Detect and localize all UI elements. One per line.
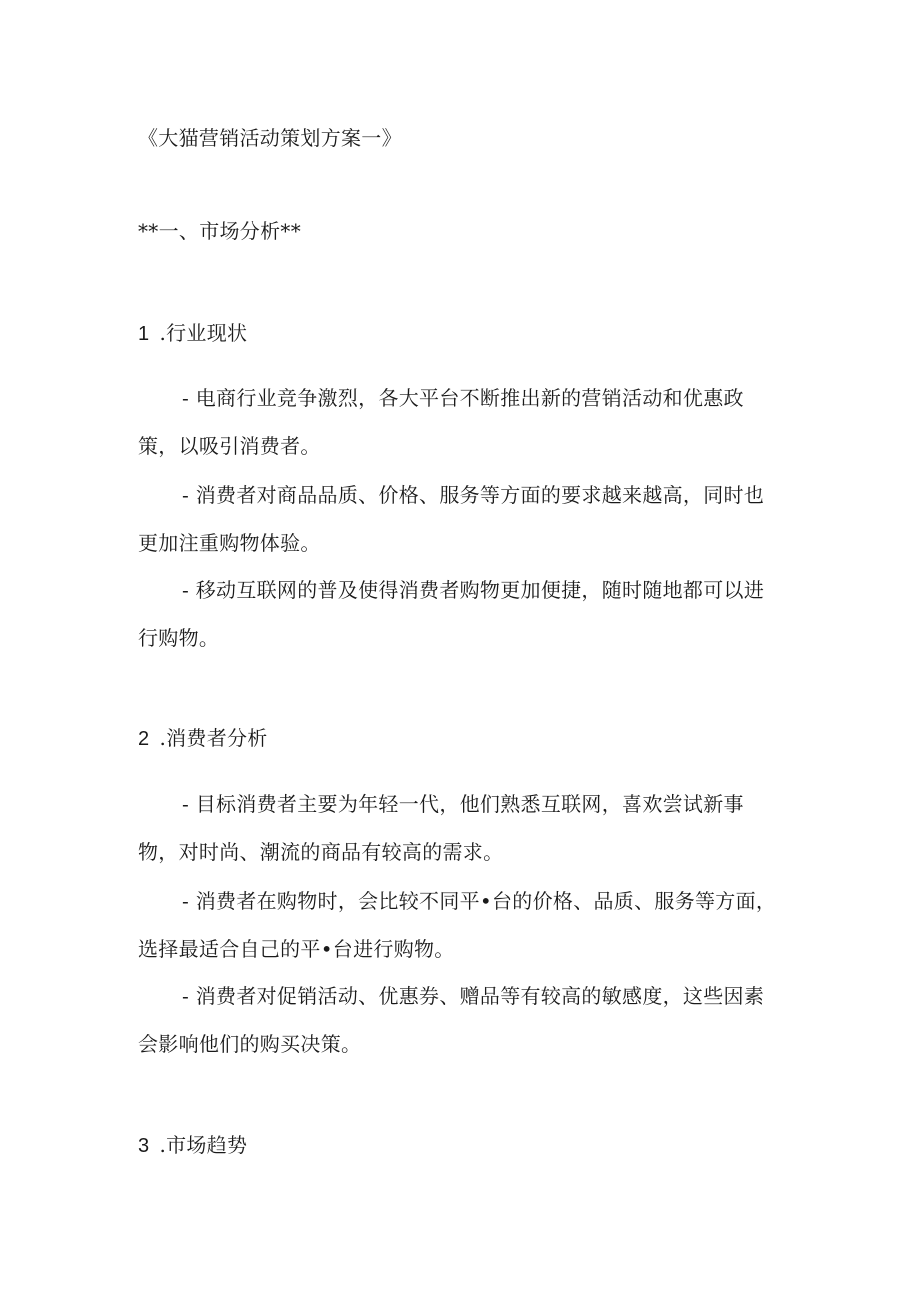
- subsection-heading-market-trends: [138, 1131, 247, 1160]
- subsection-heading-consumer-analysis: [138, 724, 268, 753]
- subsection-number: 3: [138, 1135, 150, 1157]
- paragraph-industry-3: - 移动互联网的普及使得消费者购物更加便捷，随时随地都可以进行购物。: [138, 578, 765, 650]
- document-title: 《大猫营销活动策划方案一》: [138, 126, 402, 150]
- paragraph-consumer-1: - 目标消费者主要为年轻一代，他们熟悉互联网，喜欢尝试新事物，对时尚、潮流的商品有较高的需求。: [138, 792, 744, 864]
- paragraph-industry-1: - 电商行业竞争激烈，各大平台不断推出新的营销活动和优惠政策，以吸引消费者。: [138, 386, 744, 458]
- subsection-heading-industry-status: [138, 319, 247, 348]
- subsection-label: .市场趋势: [159, 1133, 248, 1157]
- subsection-label: .消费者分析: [159, 726, 268, 750]
- paragraph-industry-2: - 消费者对商品品质、价格、服务等方面的要求越来越高，同时也更加注重购物体验。: [138, 483, 765, 555]
- section-heading-market-analysis: **一、市场分析**: [138, 219, 301, 243]
- paragraph-consumer-2: - 消费者在购物时，会比较不同平•台的价格、品质、服务等方面，选择最适合自己的平•台进行购物。: [138, 889, 777, 961]
- subsection-number: 2: [138, 728, 150, 750]
- subsection-number: 1: [138, 323, 150, 345]
- paragraph-consumer-3: - 消费者对促销活动、优惠券、赠品等有较高的敏感度，这些因素会影响他们的购买决策。: [138, 984, 765, 1056]
- subsection-label: .行业现状: [159, 321, 248, 345]
